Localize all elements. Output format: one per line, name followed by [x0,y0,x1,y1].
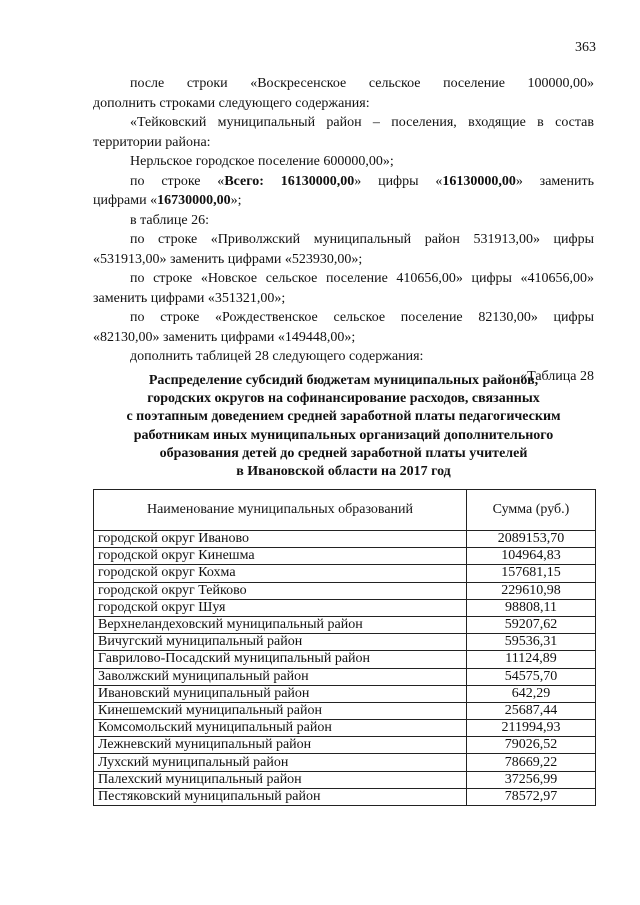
table-row [94,771,596,788]
text-segment: после строки «Воскресенское сельское поселение 100000,00» [130,76,594,91]
amendment-line [93,152,594,172]
table-row [94,754,596,771]
table-title [93,372,594,481]
municipality-name: Заволжский муниципальный район [94,668,467,685]
subsidy-amount: 59207,62 [467,616,596,633]
text-segment: »; [230,193,242,208]
text-segment: по строке «Приволжский муниципальный район 531913,00» цифры [130,232,594,247]
text-segment: заменить цифрами «351321,00»; [93,290,286,306]
table-row [94,616,596,633]
amendment-line [93,328,594,348]
table-header-row [94,490,596,531]
page-number: 363 [575,40,596,55]
table-row [94,668,596,685]
subsidy-amount: 54575,70 [467,668,596,685]
title-line: работникам иных муниципальных организаций дополнительного [133,427,554,443]
text-segment: по строке « [130,173,225,189]
municipality-name: Ивановский муниципальный район [94,685,467,702]
subsidy-amount: 79026,52 [467,737,596,754]
text-segment: «531913,00» заменить цифрами «523930,00»; [93,251,363,267]
table-row [94,702,596,719]
municipality-name: Верхнеландеховский муниципальный район [94,616,467,633]
municipality-name: городской округ Шуя [94,599,467,616]
text-segment: » заменить [515,173,594,189]
table-body [94,531,596,806]
text-segment: территории района: [93,134,211,150]
amendment-line [93,191,594,211]
table-row [94,634,596,651]
text-segment: по строке «Новское сельское поселение 410656,00» цифры «410656,00» [130,271,594,286]
table-row [94,548,596,565]
amendment-text [93,74,594,386]
municipality-name: Лежневский муниципальный район [94,737,467,754]
text-segment: дополнить строками следующего содержания: [93,95,370,111]
amendment-line [93,113,594,133]
subsidy-table [93,489,596,806]
amendment-line [93,74,594,94]
amendment-line [93,308,594,328]
bold-figure: 16730000,00 [157,193,231,208]
title-line: Распределение субсидий бюджетам муниципальных районов, [148,373,539,388]
text-segment: Нерльское городское поселение 600000,00»; [130,154,394,169]
text-segment: дополнить таблицей 28 следующего содержания: [130,349,424,364]
subsidy-amount: 104964,83 [467,548,596,565]
municipality-name: Лухский муниципальный район [94,754,467,771]
table-label: «Таблица 28 [520,368,594,384]
bold-figure: 16130000,00 [442,173,516,189]
table-row [94,788,596,805]
amendment-line [93,347,594,367]
amendment-line [93,211,594,231]
amendment-line [93,230,594,250]
title-line: в Ивановской области на 2017 год [236,464,451,480]
table-row [94,651,596,668]
amendment-line [93,250,594,270]
subsidy-amount: 37256,99 [467,771,596,788]
amendment-line [93,289,594,309]
text-segment: в таблице 26: [130,212,209,228]
municipality-name: городской округ Кинешма [94,548,467,565]
title-line: образования детей до средней заработной платы учителей [159,445,528,461]
text-segment: » цифры « [354,173,443,189]
subsidy-amount: 25687,44 [467,702,596,719]
text-segment: по строке «Рождественское сельское поселение 82130,00» цифры [130,310,594,325]
subsidy-amount: 157681,15 [467,565,596,582]
table-row [94,565,596,582]
subsidy-amount: 211994,93 [467,720,596,737]
municipality-name: городской округ Кохма [94,565,467,582]
municipality-name: городской округ Иваново [94,531,467,548]
table-row [94,720,596,737]
municipality-name: Кинешемский муниципальный район [94,702,467,719]
subsidy-amount: 78669,22 [467,754,596,771]
subsidy-amount: 642,29 [467,685,596,702]
text-segment: «82130,00» заменить цифрами «149448,00»; [93,329,356,345]
municipality-name: Палехский муниципальный район [94,771,467,788]
amendment-lines [93,74,594,367]
table-row [94,582,596,599]
amendment-line [93,269,594,289]
table-row [94,531,596,548]
header-municipality: Наименование муниципальных образований [94,490,467,531]
subsidy-amount: 11124,89 [467,651,596,668]
title-line: городских округов на софинансирование расходов, связанных [147,391,540,407]
table-row [94,737,596,754]
text-segment: цифрами « [93,193,158,208]
subsidy-amount: 59536,31 [467,634,596,651]
table-row [94,599,596,616]
bold-figure: Всего: 16130000,00 [224,173,355,189]
municipality-name: городской округ Тейково [94,582,467,599]
municipality-name: Комсомольский муниципальный район [94,720,467,737]
table-row [94,685,596,702]
amendment-line [93,172,594,192]
title-line: с поэтапным доведением средней заработной платы педагогическим [126,409,561,425]
subsidy-amount: 98808,11 [467,599,596,616]
subsidy-amount: 78572,97 [467,788,596,805]
amendment-line [93,133,594,153]
subsidy-amount: 229610,98 [467,582,596,599]
municipality-name: Гаврилово-Посадский муниципальный район [94,651,467,668]
municipality-name: Вичугский муниципальный район [94,634,467,651]
amendment-line [93,94,594,114]
subsidy-amount: 2089153,70 [467,531,596,548]
text-segment: «Тейковский муниципальный район – поселения, входящие в состав [130,115,594,130]
header-amount: Сумма (руб.) [467,490,596,531]
municipality-name: Пестяковский муниципальный район [94,788,467,805]
